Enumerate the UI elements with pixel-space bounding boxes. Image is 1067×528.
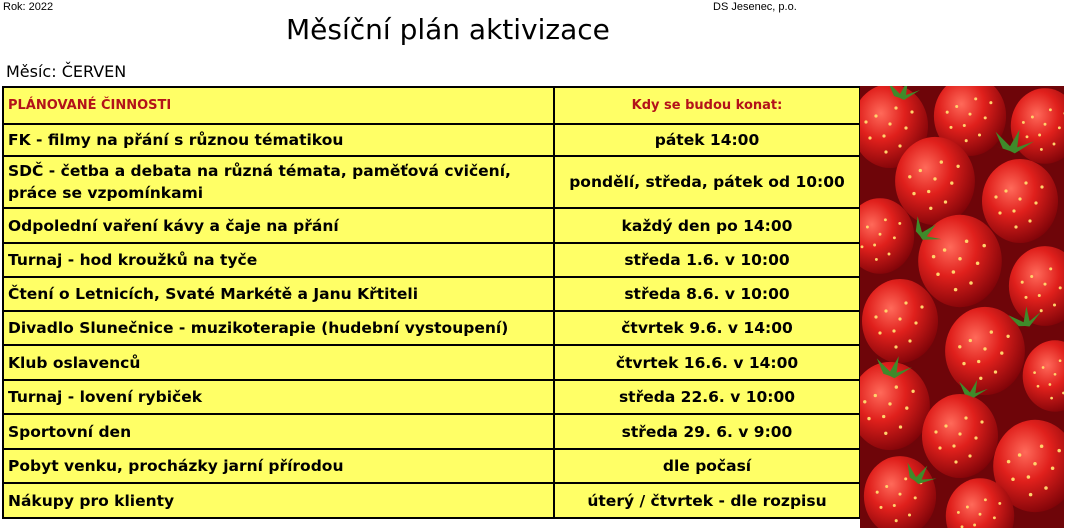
when-cell: středa 22.6. v 10:00 bbox=[553, 379, 861, 415]
when-cell: pátek 14:00 bbox=[553, 123, 861, 157]
month-label: Měsíc: ČERVEN bbox=[6, 62, 127, 81]
activity-cell-line: práce se vzpomínkami bbox=[8, 184, 204, 202]
organization-label: DS Jesenec, p.o. bbox=[713, 1, 797, 13]
activity-cell: Turnaj - hod kroužků na tyče bbox=[2, 242, 555, 278]
when-cell: každý den po 14:00 bbox=[553, 207, 861, 244]
activity-cell: Nákupy pro klienty bbox=[2, 482, 555, 519]
activity-cell: Klub oslavenců bbox=[2, 344, 555, 381]
strawberries-photo bbox=[860, 86, 1064, 528]
activity-cell: Pobyt venku, procházky jarní přírodou bbox=[2, 448, 555, 484]
page-title: Měsíční plán aktivizace bbox=[286, 13, 610, 46]
year-label: Rok: 2022 bbox=[3, 1, 54, 13]
activity-cell: Turnaj - lovení rybiček bbox=[2, 379, 555, 415]
activity-plan-table bbox=[2, 86, 859, 517]
when-cell: středa 29. 6. v 9:00 bbox=[553, 413, 861, 450]
column-header-when: Kdy se budou konat: bbox=[553, 86, 861, 125]
when-cell: středa 1.6. v 10:00 bbox=[553, 242, 861, 278]
when-cell: dle počasí bbox=[553, 448, 861, 484]
activity-cell: Divadlo Slunečnice - muzikoterapie (hudební vystoupení) bbox=[2, 310, 555, 346]
when-cell: úterý / čtvrtek - dle rozpisu bbox=[553, 482, 861, 519]
when-cell: čtvrtek 16.6. v 14:00 bbox=[553, 344, 861, 381]
activity-cell-line: SDČ - četba a debata na různá témata, paměťová cvičení, bbox=[8, 162, 511, 180]
activity-cell: Čtení o Letnicích, Svaté Markétě a Janu Křtiteli bbox=[2, 276, 555, 312]
activity-cell: Sportovní den bbox=[2, 413, 555, 450]
when-cell: čtvrtek 9.6. v 14:00 bbox=[553, 310, 861, 346]
when-cell: středa 8.6. v 10:00 bbox=[553, 276, 861, 312]
activity-cell bbox=[2, 155, 555, 209]
activity-cell: Odpolední vaření kávy a čaje na přání bbox=[2, 207, 555, 244]
when-cell: pondělí, středa, pátek od 10:00 bbox=[553, 155, 861, 209]
activity-cell: FK - filmy na přání s různou tématikou bbox=[2, 123, 555, 157]
column-header-activities: PLÁNOVANÉ ČINNOSTI bbox=[2, 86, 555, 125]
